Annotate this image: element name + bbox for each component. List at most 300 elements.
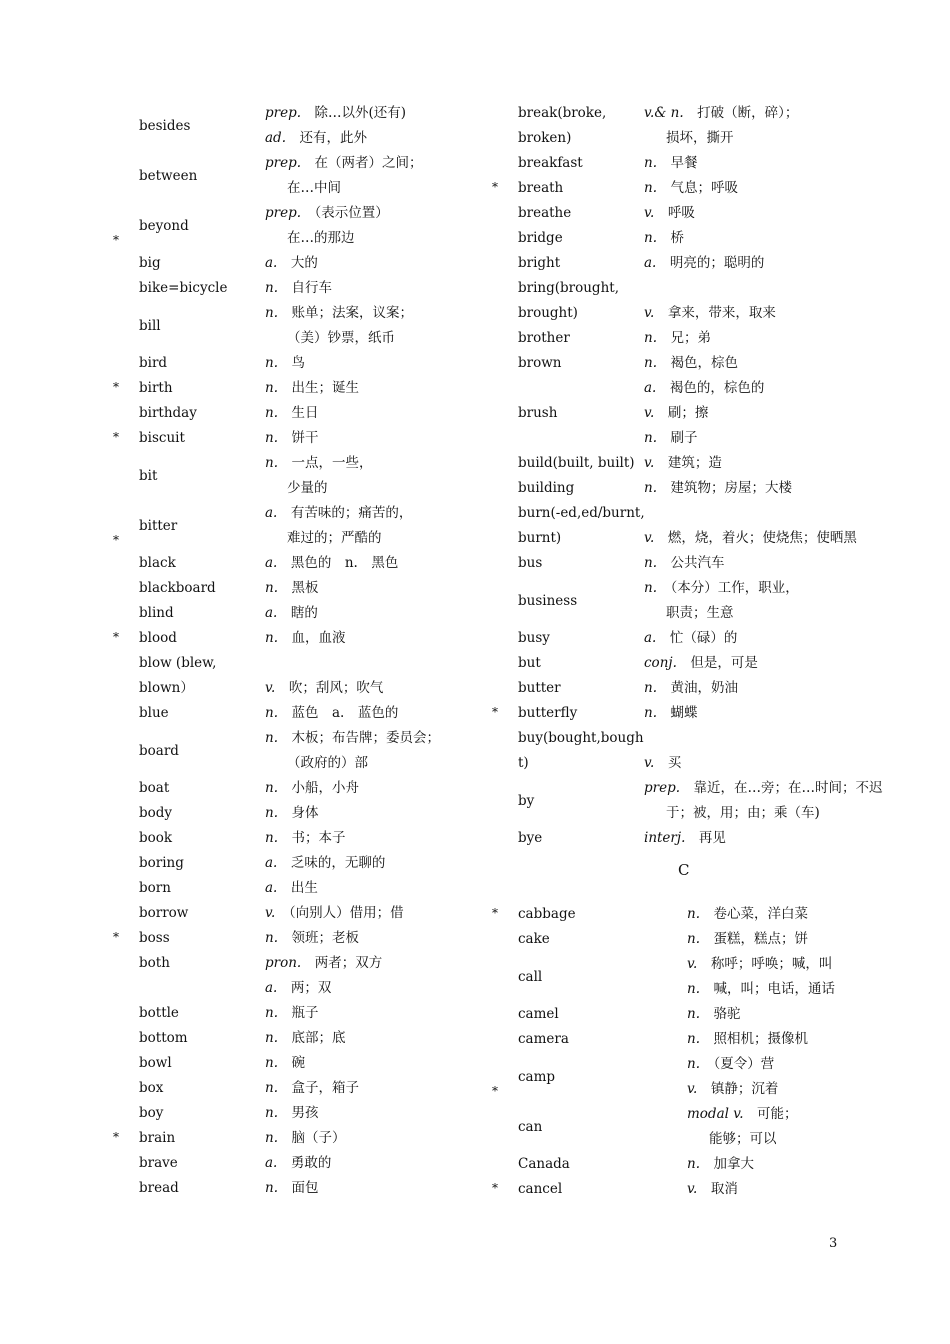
part-of-speech: v.	[644, 455, 655, 471]
entry-definition	[265, 276, 332, 301]
entry-word: t)	[518, 755, 529, 771]
part-of-speech: prep.	[265, 105, 302, 121]
definition-text: 称呼；呼唤；喊，叫	[710, 956, 833, 972]
part-of-speech: n.	[265, 805, 278, 821]
definition-text: 大的	[290, 255, 318, 271]
definition-text: 木板；布告牌；委员会；	[291, 730, 440, 746]
entry-word: cancel	[518, 1181, 563, 1197]
definition-text: 镇静；沉着	[710, 1081, 779, 1097]
part-of-speech: n.	[644, 330, 657, 346]
part-of-speech: ad.	[265, 130, 286, 146]
entry-word: blackboard	[139, 580, 216, 596]
definition-text: 再见	[698, 830, 726, 846]
entry-definition	[644, 651, 758, 676]
part-of-speech: n.	[687, 1056, 700, 1072]
part-of-speech: n.	[265, 1030, 278, 1046]
entry-definition	[265, 551, 398, 576]
definition-text: 照相机；摄像机	[713, 1031, 808, 1047]
entry-word: big	[139, 255, 161, 271]
entry-word: born	[139, 880, 171, 896]
definition-text: 书；本子	[291, 830, 346, 846]
part-of-speech: n.	[644, 680, 657, 696]
part-of-speech: n.	[644, 555, 657, 571]
definition-text: 损坏，撕开	[666, 130, 734, 146]
definition-text: 血，血液	[291, 630, 346, 646]
definition-text: 公共汽车	[670, 555, 725, 571]
entry-word: birth	[139, 380, 173, 396]
definition-text: 瓶子	[291, 1005, 319, 1021]
definition-text: 鸟	[291, 355, 305, 371]
entry-definition	[265, 1026, 346, 1051]
entry-definition	[265, 1101, 319, 1126]
entry-definition	[644, 376, 764, 401]
definition-text: 早餐	[670, 155, 698, 171]
part-of-speech: v.	[265, 680, 276, 696]
part-of-speech: n.	[644, 430, 657, 446]
entry-definition	[265, 1001, 319, 1026]
entry-definition	[265, 601, 318, 626]
part-of-speech: modal v.	[687, 1106, 744, 1122]
definition-text: （夏令）营	[713, 1056, 775, 1072]
entry-definition	[265, 676, 383, 701]
part-of-speech: n.	[265, 1080, 278, 1096]
entry-word: borrow	[139, 905, 189, 921]
part-of-speech: n.	[265, 705, 278, 721]
entry-star-marker: *	[113, 532, 119, 547]
definition-text: 乏味的，无聊的	[290, 855, 386, 871]
part-of-speech: v.	[644, 205, 655, 221]
part-of-speech: a.	[644, 630, 657, 646]
part-of-speech: n.	[687, 906, 700, 922]
entry-word: blue	[139, 705, 169, 721]
part-of-speech: v.	[644, 305, 655, 321]
part-of-speech: n.	[265, 1105, 278, 1121]
entry-definition	[265, 501, 412, 526]
part-of-speech: n.	[265, 430, 278, 446]
entry-word: breathe	[518, 205, 572, 221]
part-of-speech: prep.	[644, 780, 681, 796]
definition-text: 蓝色 a. 蓝色的	[291, 705, 399, 721]
entry-definition	[265, 576, 319, 601]
entry-definition	[687, 1052, 774, 1077]
definition-text: 饼干	[291, 430, 319, 446]
definition-text: 黄油，奶油	[670, 680, 738, 696]
entry-word: beyond	[139, 217, 189, 234]
entry-word: bye	[518, 830, 543, 846]
entry-word: bike=bicycle	[139, 280, 228, 296]
definition-text: 勇敢的	[290, 1155, 332, 1171]
entry-definition	[287, 326, 395, 351]
definition-text: 褐色的，棕色的	[669, 380, 765, 396]
entry-word: boat	[139, 780, 170, 796]
entry-star-marker: *	[113, 232, 119, 247]
entry-definition	[265, 976, 331, 1001]
definition-text: 两者；双方	[314, 955, 383, 971]
entry-star-marker: *	[492, 180, 498, 194]
entry-definition	[265, 351, 305, 376]
entry-word: cake	[518, 931, 550, 947]
part-of-speech: n.	[265, 305, 278, 321]
part-of-speech: n.	[644, 180, 657, 196]
definition-text: 一点，一些，	[291, 455, 373, 471]
entry-word: biscuit	[139, 430, 185, 446]
definition-text: 取消	[710, 1181, 738, 1197]
part-of-speech: n.	[265, 1005, 278, 1021]
part-of-speech: n.	[644, 580, 657, 596]
definition-text: 拿来，带来，取来	[667, 305, 776, 321]
entry-definition	[687, 1152, 754, 1177]
part-of-speech: n.	[644, 480, 657, 496]
entry-star-marker: *	[492, 1083, 498, 1098]
part-of-speech: n.	[644, 705, 657, 721]
definition-text: 除…以外(还有)	[314, 105, 407, 121]
part-of-speech: n.	[265, 455, 278, 471]
entry-definition	[265, 151, 423, 176]
entry-word: between	[139, 167, 198, 184]
entry-definition	[265, 451, 373, 476]
part-of-speech: a.	[265, 980, 278, 996]
part-of-speech: n.	[644, 230, 657, 246]
entry-definition	[644, 351, 738, 376]
entry-word: boss	[139, 930, 170, 946]
entry-definition	[265, 301, 413, 326]
entry-word: box	[139, 1080, 164, 1096]
entry-definition	[687, 1102, 798, 1127]
entry-definition	[687, 977, 835, 1002]
entry-word: camel	[518, 1006, 559, 1022]
definition-text: 打破（断，碎）；	[697, 105, 799, 121]
part-of-speech: n.	[265, 780, 278, 796]
definition-text: 喊，叫；电话，通话	[713, 981, 835, 997]
entry-word: bill	[139, 317, 161, 334]
entry-definition	[265, 726, 440, 751]
entry-definition	[265, 826, 346, 851]
entry-definition	[644, 701, 698, 726]
part-of-speech: n.	[265, 380, 278, 396]
definition-text: 男孩	[291, 1105, 319, 1121]
entry-definition	[644, 326, 711, 351]
definition-text: 刷；擦	[667, 405, 709, 421]
part-of-speech: a.	[265, 255, 278, 271]
entry-definition	[687, 1077, 778, 1102]
entry-definition	[265, 251, 318, 276]
entry-definition	[265, 876, 318, 901]
entry-definition	[287, 476, 328, 501]
part-of-speech: n.	[687, 931, 700, 947]
part-of-speech: v.	[644, 755, 655, 771]
entry-definition	[644, 301, 776, 326]
definition-text: （美）钞票，纸币	[287, 330, 395, 346]
part-of-speech: n.	[687, 1006, 700, 1022]
definition-text: 卷心菜，洋白菜	[713, 906, 808, 922]
entry-definition	[687, 952, 832, 977]
entry-word: brave	[139, 1155, 178, 1171]
part-of-speech: n.	[687, 1031, 700, 1047]
part-of-speech: interj.	[644, 830, 686, 846]
definition-text: 吹；刮风；吹气	[288, 680, 384, 696]
entry-word: call	[518, 968, 543, 985]
definition-text: 燃，烧，着火；使烧焦；使晒黑	[667, 530, 857, 546]
entry-word: building	[518, 480, 575, 496]
entry-word: bus	[518, 555, 543, 571]
entry-word: blow (blew,	[139, 655, 217, 671]
entry-word: bright	[518, 255, 561, 271]
entry-definition	[265, 1076, 359, 1101]
entry-definition	[687, 1002, 741, 1027]
definition-text: 能够；可以	[709, 1131, 777, 1147]
definition-text: 在（两者）之间；	[314, 155, 423, 171]
entry-definition	[644, 776, 883, 801]
entry-definition	[644, 751, 681, 776]
entry-star-marker: *	[492, 906, 498, 920]
entry-definition	[644, 401, 708, 426]
definition-text: 出生；诞生	[291, 380, 359, 396]
part-of-speech: n.	[687, 981, 700, 997]
part-of-speech: a.	[644, 380, 657, 396]
entry-definition	[265, 701, 398, 726]
definition-text: 少量的	[287, 480, 328, 496]
part-of-speech: n.	[644, 155, 657, 171]
entry-definition	[287, 176, 341, 201]
entry-star-marker: *	[113, 630, 119, 644]
entry-word: book	[139, 830, 173, 846]
entry-definition	[265, 376, 359, 401]
definition-text: 但是，可是	[690, 655, 758, 671]
definition-text: 蝴蝶	[670, 705, 698, 721]
part-of-speech: n.	[265, 1055, 278, 1071]
entry-word: boring	[139, 855, 184, 871]
part-of-speech: v.	[265, 905, 276, 921]
definition-text: （本分）工作，职业，	[670, 580, 799, 596]
definition-text: （表示位置）	[314, 205, 389, 221]
definition-text: 碗	[291, 1055, 305, 1071]
entry-word: body	[139, 805, 173, 821]
entry-word: burn(-ed,ed/burnt,	[518, 505, 645, 521]
part-of-speech: n.	[265, 405, 278, 421]
entry-word: butter	[518, 680, 561, 696]
part-of-speech: a.	[265, 880, 278, 896]
entry-definition	[644, 226, 684, 251]
entry-definition	[287, 226, 355, 251]
section-heading-c: C	[678, 861, 690, 879]
entry-definition	[265, 1151, 331, 1176]
definition-text: 买	[667, 755, 682, 771]
entry-word: birthday	[139, 405, 197, 421]
entry-word: breath	[518, 180, 564, 196]
entry-definition	[644, 426, 698, 451]
part-of-speech: v.	[687, 1081, 698, 1097]
entry-word: brain	[139, 1130, 176, 1146]
definition-text: 黑板	[291, 580, 319, 596]
entry-definition	[287, 526, 382, 551]
entry-definition	[265, 776, 359, 801]
entry-definition	[265, 426, 319, 451]
entry-definition	[644, 176, 738, 201]
part-of-speech: n.	[644, 355, 657, 371]
definition-text: 瞎的	[290, 605, 318, 621]
definition-text: 小船，小舟	[291, 780, 359, 796]
part-of-speech: conj.	[644, 655, 677, 671]
entry-definition	[265, 901, 404, 926]
entry-definition	[644, 626, 737, 651]
entry-word: cabbage	[518, 906, 576, 922]
entry-word: breakfast	[518, 155, 583, 171]
entry-definition	[265, 1126, 346, 1151]
entry-star-marker: *	[113, 1130, 119, 1144]
part-of-speech: v.	[644, 530, 655, 546]
definition-text: 领班；老板	[291, 930, 359, 946]
definition-text: 可能；	[757, 1106, 798, 1122]
entry-definition	[644, 476, 792, 501]
entry-word: break(broke,	[518, 105, 607, 121]
definition-text: 呼吸	[667, 205, 695, 221]
entry-definition	[265, 1176, 319, 1201]
entry-definition	[265, 926, 359, 951]
entry-word: brush	[518, 405, 558, 421]
entry-word: by	[518, 792, 535, 809]
entry-word: busy	[518, 630, 550, 646]
entry-word: bring(brought,	[518, 280, 619, 296]
part-of-speech: pron.	[265, 955, 302, 971]
entry-star-marker: *	[113, 930, 119, 944]
definition-text: 自行车	[291, 280, 332, 296]
part-of-speech: n.	[265, 580, 278, 596]
part-of-speech: n.	[265, 355, 278, 371]
entry-star-marker: *	[492, 1181, 498, 1195]
part-of-speech: n.	[265, 1180, 278, 1196]
part-of-speech: v.	[644, 405, 655, 421]
entry-definition	[265, 801, 319, 826]
entry-word: bitter	[139, 517, 178, 534]
entry-word: build(built, built)	[518, 455, 635, 471]
definition-text: 蛋糕，糕点；饼	[713, 931, 808, 947]
part-of-speech: a.	[644, 255, 657, 271]
part-of-speech: v.	[687, 956, 698, 972]
definition-text: 骆驼	[713, 1006, 741, 1022]
definition-text: 建筑；造	[667, 455, 722, 471]
entry-word: blown）	[139, 680, 194, 696]
entry-definition	[644, 526, 857, 551]
entry-definition	[265, 951, 382, 976]
definition-text: 有苦味的；痛苦的，	[290, 505, 413, 521]
entry-word: bread	[139, 1180, 179, 1196]
entry-star-marker: *	[113, 380, 119, 394]
entry-word: butterfly	[518, 705, 578, 721]
entry-word: both	[139, 955, 170, 971]
entry-word: burnt)	[518, 530, 562, 546]
definition-text: 面包	[291, 1180, 319, 1196]
part-of-speech: n.	[265, 280, 278, 296]
entry-definition	[644, 551, 725, 576]
part-of-speech: n.	[265, 1130, 278, 1146]
entry-word: broken)	[518, 130, 572, 146]
entry-definition	[644, 451, 722, 476]
definition-text: 出生	[290, 880, 318, 896]
page-number: 3	[829, 1236, 838, 1251]
entry-definition	[644, 151, 698, 176]
part-of-speech: prep.	[265, 155, 302, 171]
entry-definition	[644, 251, 764, 276]
definition-text: 身体	[291, 805, 319, 821]
definition-text: （政府的）部	[287, 755, 368, 771]
entry-definition	[644, 101, 798, 126]
entry-word: blind	[139, 605, 174, 621]
entry-word: blood	[139, 630, 177, 646]
entry-word: brown	[518, 355, 562, 371]
part-of-speech: n.	[687, 1156, 700, 1172]
part-of-speech: n.	[265, 630, 278, 646]
definition-text: 靠近，在…旁；在…时间；不迟	[693, 780, 883, 796]
definition-text: 刷子	[670, 430, 698, 446]
entry-definition	[666, 601, 734, 626]
entry-definition	[644, 676, 738, 701]
definition-text: 建筑物；房屋；大楼	[670, 480, 792, 496]
entry-word: bit	[139, 467, 158, 484]
entry-star-marker: *	[113, 430, 119, 444]
definition-text: 加拿大	[713, 1156, 754, 1172]
entry-word: buy(bought,bough	[518, 730, 644, 746]
definition-text: 桥	[670, 230, 684, 246]
part-of-speech: n.	[265, 730, 278, 746]
entry-word: besides	[139, 117, 191, 134]
part-of-speech: a.	[265, 605, 278, 621]
entry-word: can	[518, 1118, 543, 1135]
entry-definition	[687, 1177, 738, 1202]
definition-text: 账单；法案，议案；	[291, 305, 413, 321]
entry-word: boy	[139, 1105, 164, 1121]
entry-word: bottle	[139, 1005, 179, 1021]
entry-word: bowl	[139, 1055, 172, 1071]
entry-definition	[666, 801, 820, 826]
part-of-speech: a.	[265, 1155, 278, 1171]
entry-definition	[265, 851, 385, 876]
entry-definition	[265, 101, 406, 126]
entry-word: business	[518, 592, 578, 609]
definition-text: 盒子，箱子	[291, 1080, 359, 1096]
entry-word: board	[139, 742, 179, 759]
entry-word: bird	[139, 355, 168, 371]
entry-definition	[265, 201, 389, 226]
part-of-speech: n.	[265, 930, 278, 946]
definition-text: 难过的；严酷的	[287, 530, 382, 546]
definition-text: 明亮的；聪明的	[669, 255, 765, 271]
entry-word: bridge	[518, 230, 563, 246]
entry-word: camera	[518, 1031, 569, 1047]
definition-text: 在…中间	[287, 180, 341, 196]
definition-text: 兄；弟	[670, 330, 711, 346]
definition-text: 两；双	[290, 980, 332, 996]
part-of-speech: v.	[687, 1181, 698, 1197]
definition-text: 于；被，用；由；乘（车)	[666, 805, 820, 821]
definition-text: 职责；生意	[666, 605, 734, 621]
entry-word: Canada	[518, 1156, 570, 1172]
entry-definition	[687, 902, 808, 927]
entry-definition	[265, 626, 346, 651]
definition-text: 黑色的 n. 黑色	[290, 555, 399, 571]
entry-word: but	[518, 655, 541, 671]
entry-definition	[687, 1027, 808, 1052]
entry-definition	[666, 126, 734, 151]
part-of-speech: a.	[265, 555, 278, 571]
entry-definition	[265, 1051, 305, 1076]
part-of-speech: a.	[265, 855, 278, 871]
entry-word: brought)	[518, 305, 578, 321]
entry-definition	[644, 826, 726, 851]
entry-definition	[265, 126, 367, 151]
entry-definition	[287, 751, 368, 776]
part-of-speech: a.	[265, 505, 278, 521]
part-of-speech: prep.	[265, 205, 302, 221]
